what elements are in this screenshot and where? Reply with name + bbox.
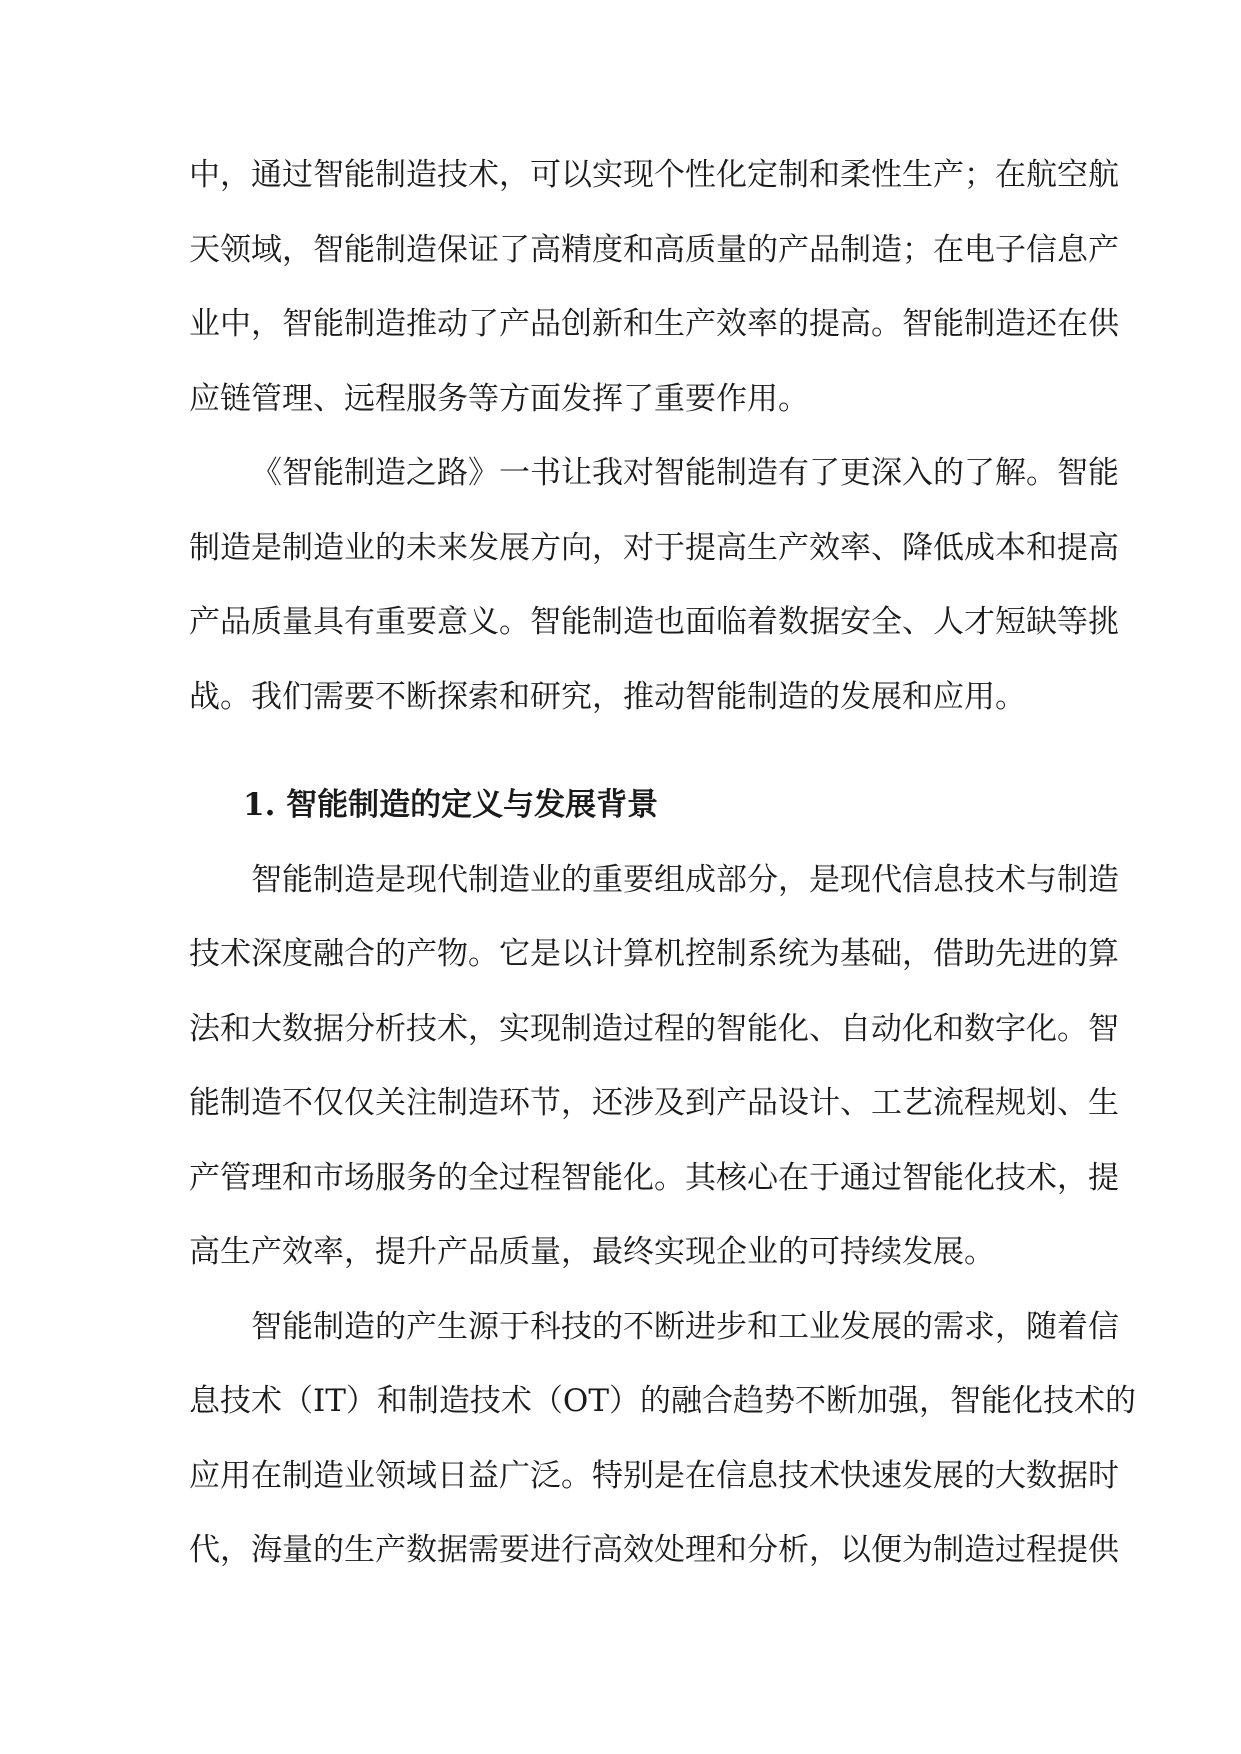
text-line: 息技术（IT）和制造技术（OT）的融合趋势不断加强，智能化技术的 — [189, 1383, 1137, 1419]
text-line: 《智能制造之路》一书让我对智能制造有了更深入的了解。智能 — [251, 455, 1119, 491]
paragraph — [189, 1290, 1137, 1588]
section-heading: 1. 智能制造的定义与发展背景 — [243, 787, 659, 823]
text-line: 智能制造是现代制造业的重要组成部分，是现代信息技术与制造 — [251, 861, 1119, 898]
text-line: 天领域，智能制造保证了高精度和高质量的产品制造；在电子信息产 — [189, 231, 1119, 268]
text-line: 产管理和市场服务的全过程智能化。其核心在于通过智能化技术，提 — [189, 1159, 1119, 1196]
text-line: 业中，智能制造推动了产品创新和生产效率的提高。智能制造还在供 — [189, 306, 1119, 342]
text-line: 代，海量的生产数据需要进行高效处理和分析，以便为制造过程提供 — [189, 1532, 1119, 1568]
text-line: 产品质量具有重要意义。智能制造也面临着数据安全、人才短缺等挑 — [189, 604, 1119, 640]
text-line: 应用在制造业领域日益广泛。特别是在信息技术快速发展的大数据时 — [189, 1457, 1119, 1494]
text-line: 能制造不仅仅关注制造环节，还涉及到产品设计、工艺流程规划、生 — [189, 1085, 1119, 1121]
document-page — [189, 138, 1137, 1588]
text-line: 应链管理、远程服务等方面发挥了重要作用。 — [189, 380, 809, 417]
text-line: 中，通过智能制造技术，可以实现个性化定制和柔性生产；在航空航 — [189, 157, 1119, 193]
text-line: 法和大数据分析技术，实现制造过程的智能化、自动化和数字化。智 — [189, 1010, 1119, 1047]
text-line: 智能制造的产生源于科技的不断进步和工业发展的需求，随着信 — [251, 1308, 1119, 1345]
text-line: 技术深度融合的产物。它是以计算机控制系统为基础，借助先进的算 — [189, 936, 1119, 972]
paragraph — [189, 436, 1119, 734]
text-line: 高生产效率，提升产品质量，最终实现企业的可持续发展。 — [189, 1234, 995, 1270]
text-line: 制造是制造业的未来发展方向，对于提高生产效率、降低成本和提高 — [189, 529, 1119, 566]
paragraph — [189, 843, 1119, 1290]
text-line: 战。我们需要不断探索和研究，推动智能制造的发展和应用。 — [189, 678, 1026, 715]
paragraph — [189, 138, 1119, 436]
